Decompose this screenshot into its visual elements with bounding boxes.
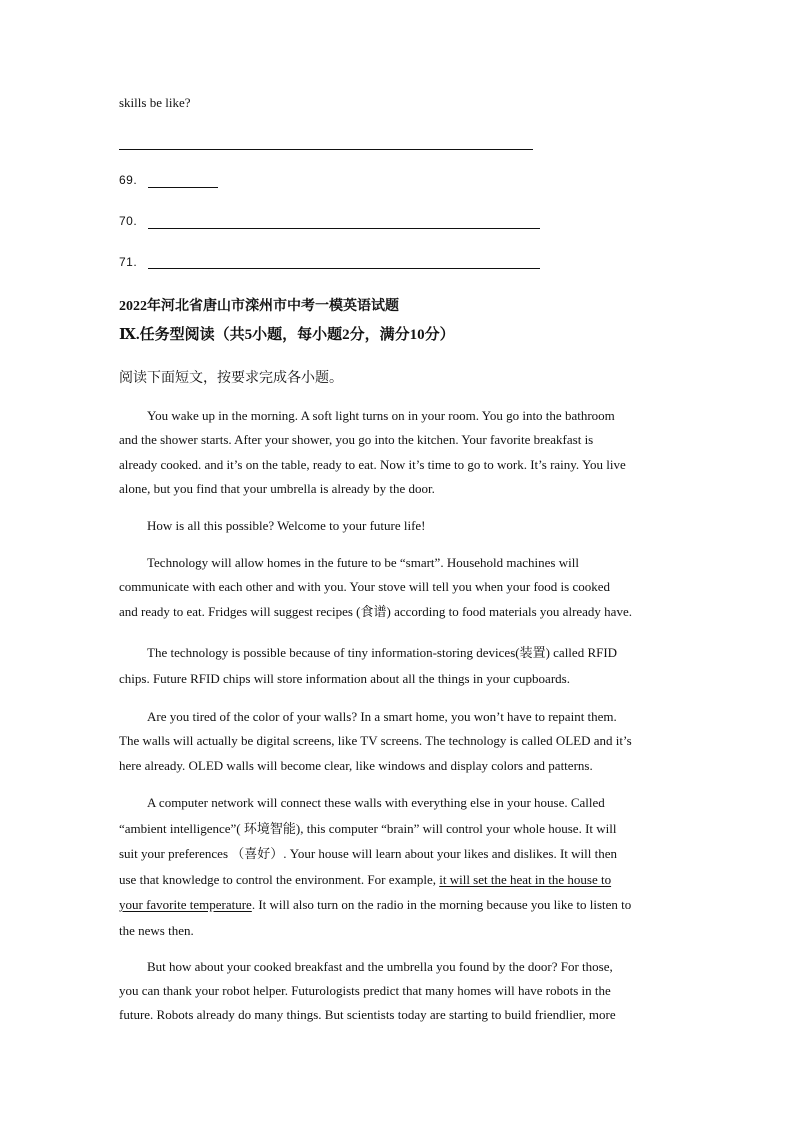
text-line: The walls will actually be digital screens, like TV screens. The technology is called OLED and it’s: [119, 733, 632, 749]
paragraph-3: [119, 551, 675, 624]
instruction: 阅读下面短文，按要求完成各小题。: [119, 371, 343, 386]
paragraph-6: [119, 790, 675, 943]
text-line: the news then.: [119, 922, 194, 938]
paragraph-4: [119, 641, 675, 692]
paragraph-2: [119, 514, 675, 538]
paragraph-7: [119, 955, 675, 1027]
text-line: How is all this possible? Welcome to your future life!: [147, 518, 426, 533]
text-line: A computer network will connect these walls with everything else in your house. Called: [147, 795, 605, 810]
text-line: future. Robots already do many things. But scientists today are starting to build friendlier, more: [119, 1007, 616, 1022]
section-heading: Ⅸ.任务型阅读（共5小题，每小题2分，满分10分）: [119, 327, 455, 343]
paragraph-1: [119, 404, 675, 501]
text-segment: . It will also turn on the radio in the morning because you like to listen to: [251, 897, 632, 912]
text-line: you can thank your robot helper. Futurologists predict that many homes will have robots in the: [119, 983, 611, 998]
answer-line-70[interactable]: [148, 228, 540, 229]
text-line: [119, 867, 675, 893]
answer-line-69[interactable]: [148, 187, 218, 188]
paragraph-5: [119, 705, 675, 778]
text-line: and ready to eat. Fridges will suggest recipes (食谱) according to food materials you already have.: [119, 603, 632, 619]
text-line: [119, 892, 675, 918]
text-line: communicate with each other and with you. Your stove will tell you when your food is cooked: [119, 579, 611, 595]
text-line: and the shower starts. After your shower, you go into the kitchen. Your favorite breakfast is: [119, 432, 594, 448]
text-line: The technology is possible because of tiny information-storing devices(装置) called RFID: [147, 645, 618, 660]
underlined-phrase-part1: it will set the heat in the house to: [439, 871, 612, 887]
exam-title: 2022年河北省唐山市滦州市中考一模英语试题: [119, 299, 399, 314]
question-tail: skills be like?: [119, 95, 191, 110]
answer-number-70: 70.: [119, 214, 138, 228]
answer-number-71: 71.: [119, 255, 138, 269]
underlined-phrase-part2: your favorite temperature: [119, 897, 252, 912]
answer-line-71[interactable]: [148, 268, 540, 269]
text-line: chips. Future RFID chips will store information about all the things in your cupboards.: [119, 671, 570, 687]
text-line: Technology will allow homes in the future to be “smart”. Household machines will: [147, 555, 579, 570]
text-line: alone, but you find that your umbrella is already by the door.: [119, 480, 435, 496]
text-line: “ambient intelligence”( 环境智能), this computer “brain” will control your whole house. It will: [119, 820, 617, 836]
text-line: You wake up in the morning. A soft light turns on in your room. You go into the bathroom: [147, 408, 615, 423]
text-line: suit your preferences （喜好）. Your house will learn about your likes and dislikes. It will then: [119, 846, 618, 861]
text-line: here already. OLED walls will become clear, like windows and display colors and patterns.: [119, 757, 593, 773]
text-line: Are you tired of the color of your walls? In a smart home, you won’t have to repaint them.: [147, 709, 617, 724]
text-line: But how about your cooked breakfast and the umbrella you found by the door? For those,: [147, 959, 613, 974]
answer-number-69: 69.: [119, 173, 138, 187]
text-line: already cooked. and it’s on the table, ready to eat. Now it’s time to go to work. It’s rainy. You live: [119, 456, 626, 472]
text-segment: use that knowledge to control the environment. For example,: [119, 871, 440, 887]
answer-line-68[interactable]: [119, 149, 533, 150]
